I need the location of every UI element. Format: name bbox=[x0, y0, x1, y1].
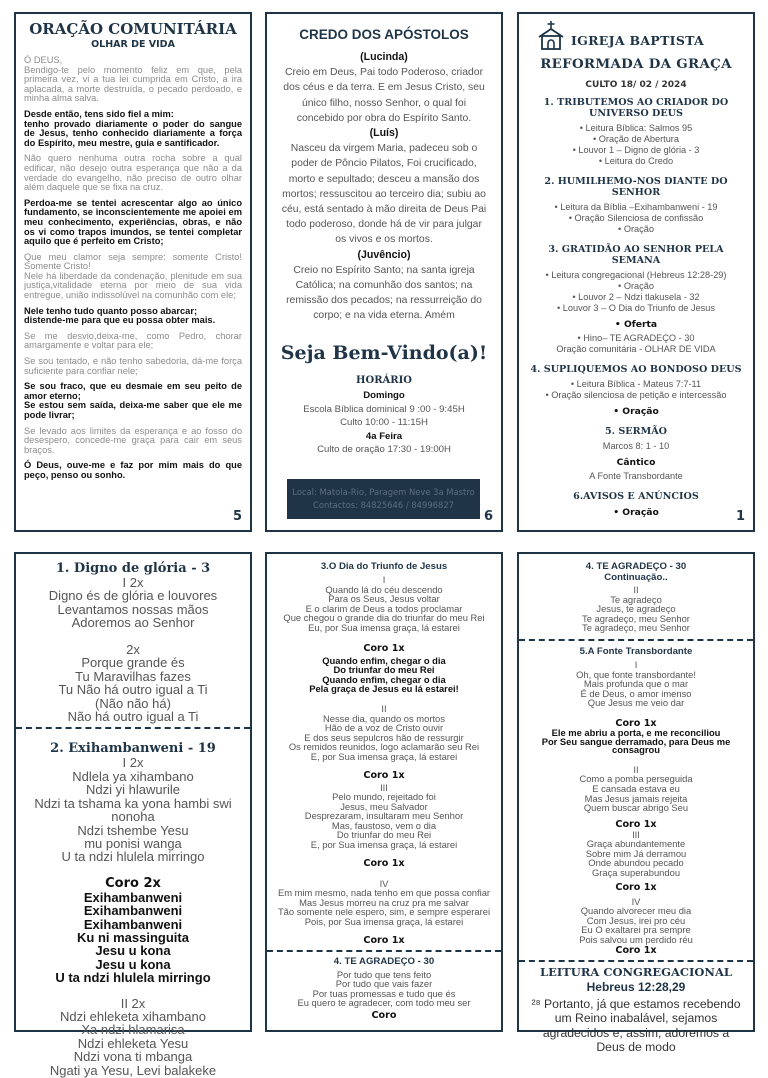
program-section-heading: 4. SUPLIQUEMOS AO BONDOSO DEUS bbox=[530, 364, 742, 375]
song-title: 5.A Fonte Transbordante bbox=[579, 645, 693, 657]
program-item: • Oração Silenciosa de confissão bbox=[568, 213, 704, 223]
lyric-line: Para os Seus, Jesus voltar bbox=[328, 593, 440, 605]
lyric-line: mu ponisi wanga bbox=[84, 835, 182, 851]
lyric-line: III bbox=[380, 781, 388, 793]
lyric-line: E, por Sua imensa graça, lá estarei bbox=[310, 750, 458, 762]
program-item: • Leitura da Bíblia –Exihambanweni - 19 bbox=[554, 202, 718, 212]
lyric-line: Tão somente nele espero, sim, e sempre esperarei bbox=[277, 906, 491, 918]
program-item: • Oração bbox=[618, 224, 654, 234]
schedule-item: Culto de oração 17:30 - 19:00H bbox=[317, 444, 451, 456]
lyric-line: Ngati ya Yesu, Levi balakeke bbox=[49, 1062, 217, 1078]
lyric-line: Te agradeço, meu Senhor bbox=[582, 612, 690, 624]
panel-songs-3 bbox=[517, 552, 755, 1055]
program-item: • Leitura do Credo bbox=[598, 156, 674, 166]
program-section-heading: 2. HUMILHEMO-NOS DIANTE DO SENHOR bbox=[544, 176, 728, 198]
church-icon bbox=[537, 20, 565, 50]
lyric-line: Mas Jesus morreu na cruz pra me salvar bbox=[299, 896, 469, 908]
lyric-line: II bbox=[381, 702, 387, 714]
program-item-bold: • Oração bbox=[613, 507, 659, 518]
lyric-line: É de Deus, o amor imenso bbox=[580, 687, 692, 699]
song-title: 1. Digno de glória - 3 bbox=[55, 561, 211, 576]
panel-songs-1 bbox=[14, 552, 252, 1078]
chorus-lyrics bbox=[267, 656, 501, 694]
lyric-line: Ndzi tshembe Yesu bbox=[77, 822, 189, 838]
song-lyrics bbox=[519, 585, 753, 633]
program-item: • Louvor 1 – Digno de glória - 3 bbox=[572, 145, 700, 155]
lyric-line: U ta ndzi hlulela mirringo bbox=[61, 849, 205, 865]
page-number: 6 bbox=[483, 509, 493, 524]
song-lyrics bbox=[267, 575, 501, 633]
lyric-line: U ta ndzi hlulela mirringo bbox=[55, 970, 211, 986]
lyric-line: E dos seus sepulcros hão de ressurgir bbox=[304, 731, 464, 743]
lyric-line bbox=[16, 630, 250, 643]
chorus-label: Coro 1x bbox=[363, 642, 405, 654]
lyric-line: I 2x bbox=[122, 575, 144, 590]
lyric-line: E cansada estava eu bbox=[592, 782, 680, 794]
song-title: 4. TE AGRADEÇO - 30 bbox=[333, 955, 435, 967]
lyric-line: Quando lá do céu descendo bbox=[325, 583, 443, 595]
lyric-line: Eu, por Sua imensa graça, lá estarei bbox=[308, 621, 460, 633]
prayer-text bbox=[16, 56, 250, 481]
program-item: • Oração bbox=[618, 281, 654, 291]
lyric-line: Quando enfim, chegar o dia bbox=[322, 654, 446, 666]
chorus-label: Coro 1x bbox=[363, 857, 405, 869]
lyric-line: Ku ni massinguita bbox=[77, 929, 189, 945]
lyric-line: Eu quero te agradecer, com todo meu ser bbox=[297, 997, 471, 1009]
program-item-bold: • Oração bbox=[613, 406, 659, 417]
lyric-line: Te agradeço bbox=[610, 593, 662, 605]
program-item: • Leitura Bíblica - Mateus 7:7-11 bbox=[570, 379, 702, 389]
reading-title: LEITURA CONGREGACIONAL bbox=[540, 964, 732, 979]
lyric-line: Mas Jesus jamais rejeita bbox=[584, 792, 688, 804]
lyric-line: Por Seu sangue derramado, para Deus me consagrou bbox=[541, 735, 731, 756]
panel-oracao-comunitaria bbox=[14, 12, 252, 532]
lyric-line: Do triunfar do meu Rei bbox=[336, 829, 432, 841]
prayer-paragraph: Não quero nenhuma outra rocha sobre a qual edificar, não desejo outra esperança que não a da verdade do evangelho, não preciso de outro olhar além daquele que se fixa na cruz. bbox=[24, 153, 242, 193]
lyric-line: 2x bbox=[126, 642, 140, 658]
lyric-line: Ndzi ehleketa xihambano bbox=[60, 1008, 206, 1024]
lyric-line: Graça abundantemente bbox=[586, 838, 686, 850]
program-section-heading: 6.AVISOS E ANÚNCIOS bbox=[573, 491, 699, 502]
chorus-label: Coro 1x bbox=[363, 934, 405, 946]
lyric-line: Graça superabundou bbox=[591, 867, 681, 879]
lyric-line: Tu Não há outro igual a Ti bbox=[58, 682, 208, 698]
lyric-line: Jesu u kona bbox=[95, 956, 171, 972]
panel-songs-2 bbox=[265, 552, 503, 1032]
song-title: 2. Exihambanweni - 19 bbox=[50, 741, 216, 757]
lyric-line: Mas, faustoso, vem o dia bbox=[331, 819, 437, 831]
lyric-line: Sobre mim Já derramou bbox=[585, 847, 687, 859]
chorus-label: Coro 1x bbox=[615, 717, 657, 729]
lyric-line: Que Jesus me veio dar bbox=[587, 697, 685, 709]
lyric-line: Te agradeço, meu Senhor bbox=[582, 622, 690, 634]
lyric-line: Digno és de glória e louvores bbox=[48, 588, 218, 604]
contact-location: Local: Matola-Rio, Paragem Neve 3a Mastro bbox=[292, 487, 475, 497]
song-lyrics bbox=[519, 660, 753, 708]
divider bbox=[267, 950, 501, 952]
welcome-heading: Seja Bem-Vindo(a)! bbox=[280, 341, 488, 364]
lyric-line: Mais profunda que o mar bbox=[583, 678, 689, 690]
lyric-line: Desprezaram, insultaram meu Senhor bbox=[304, 810, 464, 822]
lyric-line: Pois, por Sua imensa graça, lá estarei bbox=[304, 916, 464, 928]
lyric-line: IV bbox=[631, 895, 641, 907]
program-item: • Leitura congregacional (Hebreus 12:28-29) bbox=[545, 270, 727, 280]
program-item: • Oração de Abertura bbox=[593, 134, 679, 144]
lyric-line: Exihambanweni bbox=[83, 889, 183, 905]
chorus-label: Coro 1x bbox=[615, 818, 657, 830]
lyric-line: Em mim mesmo, nada tenho em que possa confiar bbox=[277, 887, 491, 899]
program-item: Oração comunitária - OLHAR DE VIDA bbox=[556, 344, 716, 354]
lyric-line: Não há outro igual a Ti bbox=[67, 709, 199, 725]
chorus-label: Coro 2x bbox=[105, 875, 161, 891]
program-item: Marcos 8: 1 - 10 bbox=[602, 441, 670, 451]
lyric-line: Por tudo que tens feito bbox=[336, 968, 432, 980]
song-lyrics bbox=[267, 704, 501, 762]
reader-name: (Luís) bbox=[369, 127, 399, 140]
creed-part: Creio em Deus, Pai todo Poderoso, criador dos céus e da terra. E em Jesus Cristo, seu único filho, nosso Senhor, o qual foi concebido por obra do Espírito Santo. bbox=[283, 67, 485, 124]
program-section-heading: 1. TRIBUTEMOS AO CRIADOR DO UNIVERSO DEUS bbox=[543, 97, 729, 119]
lyric-line: Os remidos reunidos, logo aclamarão seu Rei bbox=[288, 741, 480, 753]
page-number: 1 bbox=[735, 509, 745, 524]
lyric-line: Do triunfar do meu Rei bbox=[333, 664, 435, 676]
creed-title: CREDO DOS APÓSTOLOS bbox=[299, 27, 469, 42]
song-lyrics bbox=[519, 897, 753, 945]
prayer-paragraph: Ó Deus, ouve-me e faz por mim mais do que peço, penso ou sonho. bbox=[24, 460, 242, 480]
divider bbox=[519, 639, 753, 641]
prayer-paragraph: Desde então, tens sido fiel a mim: tenho provado diariamente o poder do sangue de Jesus, tenho conhecido diariamente a força do Espírito, meu mestre, guia e santificador. bbox=[24, 108, 242, 148]
reader-name: (Lucinda) bbox=[360, 51, 408, 63]
lyric-line: II bbox=[633, 584, 639, 595]
lyric-line: Pois salvou um perdido réu bbox=[579, 934, 693, 946]
song-lyrics bbox=[267, 783, 501, 850]
reading-reference: Hebreus 12:28,29 bbox=[586, 979, 686, 994]
lyric-line: Quando enfim, chegar o dia bbox=[322, 673, 446, 685]
program-item: • Leitura Bíblica: Salmos 95 bbox=[579, 123, 693, 133]
lyric-line: II bbox=[633, 763, 639, 775]
lyric-line: II 2x bbox=[120, 995, 146, 1011]
program-item: • Louvor 3 – O Dia do Triunfo de Jesus bbox=[557, 303, 715, 313]
panel-credo bbox=[265, 12, 503, 532]
prayer-title: ORAÇÃO COMUNITÁRIA bbox=[29, 20, 237, 38]
lyric-line: Jesus, meu Salvador bbox=[340, 800, 428, 812]
prayer-paragraph: Perdoa-me se tentei acrescentar algo ao único fundamento, se inconscientemente me apoiei em meu conhecimento, experiências, obras, e não os vi como trapos imundos, se tentei completar aquilo que é perfeito em Cristo; bbox=[24, 197, 242, 247]
divider bbox=[16, 727, 250, 729]
lyric-line: IV bbox=[379, 877, 389, 889]
lyric-line: Quando alvorecer meu dia bbox=[580, 905, 692, 917]
lyric-line: III bbox=[632, 828, 640, 840]
lyric-line: Nesse dia, quando os mortos bbox=[323, 712, 445, 724]
program-section-heading: 3. GRATIDÃO AO SENHOR PELA SEMANA bbox=[548, 244, 724, 266]
lyric-line: (Não não há) bbox=[95, 695, 171, 711]
prayer-subtitle: OLHAR DE VIDA bbox=[91, 39, 175, 50]
creed-part: Creio no Espírito Santo; na santa igreja Católica; na comunhão dos santos; na remissão dos pecados; na ressurreição do corpo; e na vida eterna. Amém bbox=[286, 264, 482, 322]
schedule-item: Culto 10:00 - 11:15H bbox=[340, 417, 428, 429]
lyric-line: Ndzi ta tshama ka yona hambi swi nonoha bbox=[34, 795, 232, 825]
song-title: 4. TE AGRADEÇO - 30 bbox=[585, 561, 687, 572]
schedule-item: Escola Bíblica dominical 9 :00 - 9:45H bbox=[303, 403, 465, 415]
reader-name: (Juvêncio) bbox=[357, 248, 411, 261]
song-lyrics bbox=[267, 879, 501, 927]
lyric-line: Exihambanweni bbox=[83, 916, 183, 932]
panel-programa bbox=[517, 12, 755, 532]
program-item-bold: • Oferta bbox=[614, 319, 658, 330]
prayer-paragraph: Que meu clamor seja sempre: somente Cristo! Somente Cristo! Nele há liberdade da condenação, plenitude em sua justiça,vitalidade eterna por meio de sua vida entregue, união indissolúvel na comunhão com ele; bbox=[24, 251, 242, 301]
lyric-line: Com Jesus, irei pro céu bbox=[586, 914, 686, 926]
lyric-line: Jesu u kona bbox=[95, 943, 171, 959]
lyric-line: E, por Sua imensa graça, lá estarei bbox=[310, 839, 458, 851]
lyric-line: Ndzi ehleketa Yesu bbox=[77, 1035, 189, 1051]
prayer-paragraph: Se levado aos limites da esperança e ao fosso do desespero, concede-me graça para cair em seus braços. bbox=[24, 425, 242, 455]
prayer-paragraph: Ó DEUS, Bendigo-te pelo momento feliz em que, pela primeira vez, vi a tua lei cumprida em Cristo, a ira aplacada, a morte destruída, o pecado perdoado, e minha alma salva. bbox=[24, 55, 242, 104]
chorus-label: Coro bbox=[371, 1010, 397, 1021]
lyric-line: Como a pomba perseguida bbox=[579, 773, 693, 785]
schedule-day: Domingo bbox=[363, 390, 405, 402]
song-lyrics bbox=[519, 765, 753, 813]
lyric-line: I bbox=[634, 658, 638, 670]
reading-text: ²⁸ Portanto, já que estamos recebendo um Reino inabalável, sejamos agradecidos e, assim, adoremos a Deus de modo bbox=[531, 996, 741, 1055]
lyric-line: Ele me abriu a porta, e me reconciliou bbox=[551, 726, 721, 738]
program-item: • Oração silenciosa de petição e intercessão bbox=[545, 390, 727, 400]
chorus-label: Coro 1x bbox=[615, 944, 657, 956]
creed-part: Nasceu da virgem Maria, padeceu sob o poder de Pôncio Pilatos, Foi crucificado, morto e sepultado; desceu a mansão dos mortos; ressuscitou ao terceiro dia; subiu ao céu, está sentado à mão direita de Deus Pai todo poderoso, donde há de vir para julgar os vivos e os mortos. bbox=[281, 143, 487, 246]
lyric-line: Onde abundou pecado bbox=[588, 857, 684, 869]
service-date: CULTO 18/ 02 / 2024 bbox=[585, 80, 687, 90]
prayer-paragraph: Se sou fraco, que eu desmaie em seu peito de amor eterno; Se estou sem saída, deixa-me saber que ele me pode livrar; bbox=[24, 381, 242, 420]
page-number: 5 bbox=[232, 509, 242, 524]
contact-box bbox=[287, 479, 480, 519]
schedule-heading: HORÁRIO bbox=[356, 374, 412, 386]
lyric-line: Levantamos nossas mãos bbox=[57, 601, 209, 617]
church-name-line2: REFORMADA DA GRAÇA bbox=[540, 56, 732, 72]
lyric-line: E o clarim de Deus a todos proclamar bbox=[305, 602, 463, 614]
lyric-line: Hão de a voz de Cristo ouvir bbox=[324, 722, 444, 734]
lyric-line: Exihambanweni bbox=[83, 903, 183, 919]
contact-phones: Contactos: 84825646 / 84996827 bbox=[313, 500, 454, 510]
lyric-line: Quem buscar abrigo Seu bbox=[583, 802, 689, 814]
song-lyrics bbox=[16, 756, 250, 863]
song-lyrics bbox=[519, 830, 753, 878]
lyric-line: Ndzi yi hlawurile bbox=[86, 782, 180, 798]
program-item: • Hino– TE AGRADEÇO - 30 bbox=[577, 333, 695, 343]
prayer-paragraph: Se sou tentado, e não tenho sabedoria, dá-me força suficiente para confiar nele; bbox=[24, 356, 242, 376]
lyric-line: Por tuas promessas e tudo que és bbox=[312, 987, 456, 999]
program-item: • Louvor 2 – Ndzi tlakusela - 32 bbox=[572, 292, 700, 302]
lyric-line: I 2x bbox=[122, 755, 144, 771]
song-lyrics bbox=[16, 576, 250, 723]
lyric-line: Por tudo que vais fazer bbox=[335, 978, 433, 990]
prayer-paragraph: Nele tenho tudo quanto posso abarcar; distende-me para que eu possa obter mais. bbox=[24, 305, 216, 326]
lyric-line: Adoremos ao Senhor bbox=[71, 615, 195, 631]
prayer-paragraph: Se me desvio,deixa-me, como Pedro, chorar amargamente e voltar para ele; bbox=[24, 330, 242, 351]
church-name-line1: IGREJA BAPTISTA bbox=[571, 33, 705, 48]
song-lyrics bbox=[16, 997, 250, 1077]
lyric-line: Que chegou o grande dia do triunfar do meu Rei bbox=[283, 612, 485, 624]
lyric-line: Tu Maravilhas fazes bbox=[75, 668, 191, 684]
chorus-lyrics bbox=[519, 726, 753, 756]
schedule-day: 4a Feira bbox=[365, 430, 403, 442]
lyric-line: Porque grande és bbox=[81, 655, 185, 671]
lyric-line: Oh, que fonte transbordante! bbox=[576, 668, 696, 680]
chorus-lyrics bbox=[16, 891, 250, 985]
lyric-line: Jesus, te agradeço bbox=[596, 603, 676, 615]
lyric-line: Pela graça de Jesus eu lá estarei! bbox=[309, 683, 459, 695]
chorus-label: Coro 1x bbox=[615, 881, 657, 893]
lyric-line: Eu O exaltarei pra sempre bbox=[581, 924, 691, 936]
song-lyrics bbox=[267, 970, 501, 1008]
lyric-line: Ndzi vona ti mbanga bbox=[73, 1049, 193, 1065]
lyric-line: Pelo mundo, rejeitado foi bbox=[332, 791, 436, 803]
song-title: 3.O Dia do Triunfo de Jesus bbox=[320, 561, 448, 572]
program-item: A Fonte Transbordante bbox=[589, 471, 683, 481]
program-section-heading: 5. SERMÃO bbox=[605, 426, 667, 437]
lyric-line: I bbox=[382, 574, 386, 585]
program-item-bold: Cântico bbox=[616, 457, 656, 468]
lyric-line: Ndlela ya xihambano bbox=[72, 768, 194, 784]
divider bbox=[519, 960, 753, 962]
chorus-label: Coro 1x bbox=[363, 769, 405, 781]
song-continuation: Continuação.. bbox=[604, 572, 668, 583]
program-list bbox=[519, 97, 753, 518]
lyric-line: Xa ndzi hlamarisa bbox=[81, 1022, 185, 1038]
